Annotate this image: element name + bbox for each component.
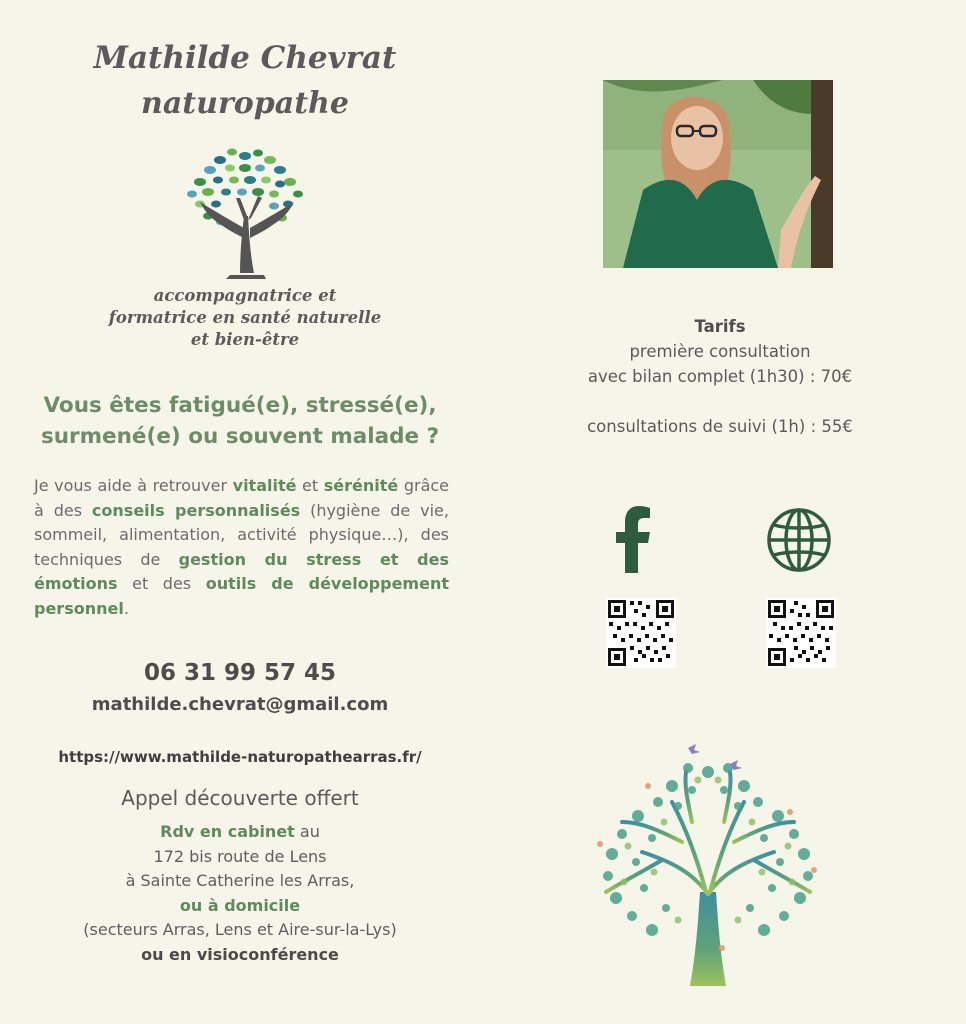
street-address: 172 bis route de Lens xyxy=(153,846,327,866)
role-description xyxy=(95,285,395,351)
pitch-keyword: outils de développement personnel xyxy=(34,574,449,618)
headline xyxy=(35,390,445,452)
facebook-icon[interactable] xyxy=(610,505,654,573)
service-sectors: (secteurs Arras, Lens et Aire-sur-la-Lys) xyxy=(83,920,397,940)
pitch-text: grâce à des xyxy=(34,476,450,520)
pitch-keyword: gestion du stress et des émotions xyxy=(34,549,449,593)
appointment-info xyxy=(40,820,440,968)
role-line-3: et bien-être xyxy=(190,330,300,349)
office-label: Rdv en cabinet xyxy=(160,822,295,841)
home-visit-label: ou à domicile xyxy=(179,895,301,915)
pitch-keyword: conseils personnalisés xyxy=(91,500,301,520)
video-consult-label: ou en visioconférence xyxy=(141,944,339,964)
website-link[interactable]: https://www.mathilde-naturopathearras.fr/ xyxy=(58,748,422,766)
portrait-illustration xyxy=(603,80,833,268)
practitioner-name: Mathilde Chevrat xyxy=(93,40,397,76)
discovery-call-offer: Appel découverte offert xyxy=(121,786,359,810)
city-address: à Sainte Catherine les Arras, xyxy=(125,871,355,891)
pitch-paragraph xyxy=(34,474,449,621)
facebook-qr-code[interactable] xyxy=(606,598,676,668)
first-consult-line-2: avec bilan complet (1h30) : 70€ xyxy=(587,367,853,386)
pitch-text: Je vous aide à retrouver xyxy=(34,476,233,495)
email-address[interactable]: mathilde.chevrat@gmail.com xyxy=(91,694,389,715)
pricing-title: Tarifs xyxy=(694,317,746,336)
pitch-text: et des xyxy=(117,574,206,593)
headline-line-1: Vous êtes fatigué(e), stressé(e), xyxy=(43,393,437,418)
pricing-spacer xyxy=(560,389,880,414)
pitch-keyword: sérénité xyxy=(323,476,399,495)
tree-hands-logo xyxy=(170,138,320,283)
website-qr-code[interactable] xyxy=(766,598,836,668)
globe-icon[interactable] xyxy=(766,507,832,573)
pricing-block xyxy=(560,314,880,439)
qr-pattern xyxy=(766,598,836,668)
first-consult-line-1: première consultation xyxy=(629,342,811,361)
pitch-text: et xyxy=(296,476,324,495)
role-line-1: accompagnatrice et xyxy=(153,286,337,305)
headline-line-2: surmené(e) ou souvent malade ? xyxy=(40,424,440,449)
appointment-line-1 xyxy=(40,820,440,845)
tree-of-life-illustration xyxy=(592,742,824,988)
bird-icons xyxy=(688,744,742,770)
qr-pattern xyxy=(606,598,676,668)
pitch-text: (hygiène de vie, sommeil, alimentation, activité physique…), des techniques de xyxy=(34,500,449,569)
logo-trunk-hands xyxy=(200,196,294,279)
profession-title: naturopathe xyxy=(141,86,349,121)
phone-number[interactable]: 06 31 99 57 45 xyxy=(143,660,337,686)
office-au: au xyxy=(294,822,320,841)
followup-consult-price: consultations de suivi (1h) : 55€ xyxy=(587,417,853,436)
pitch-text: . xyxy=(123,598,129,618)
role-line-2: formatrice en santé naturelle xyxy=(108,308,382,327)
portrait-photo xyxy=(603,80,833,268)
pitch-keyword: vitalité xyxy=(232,476,297,495)
